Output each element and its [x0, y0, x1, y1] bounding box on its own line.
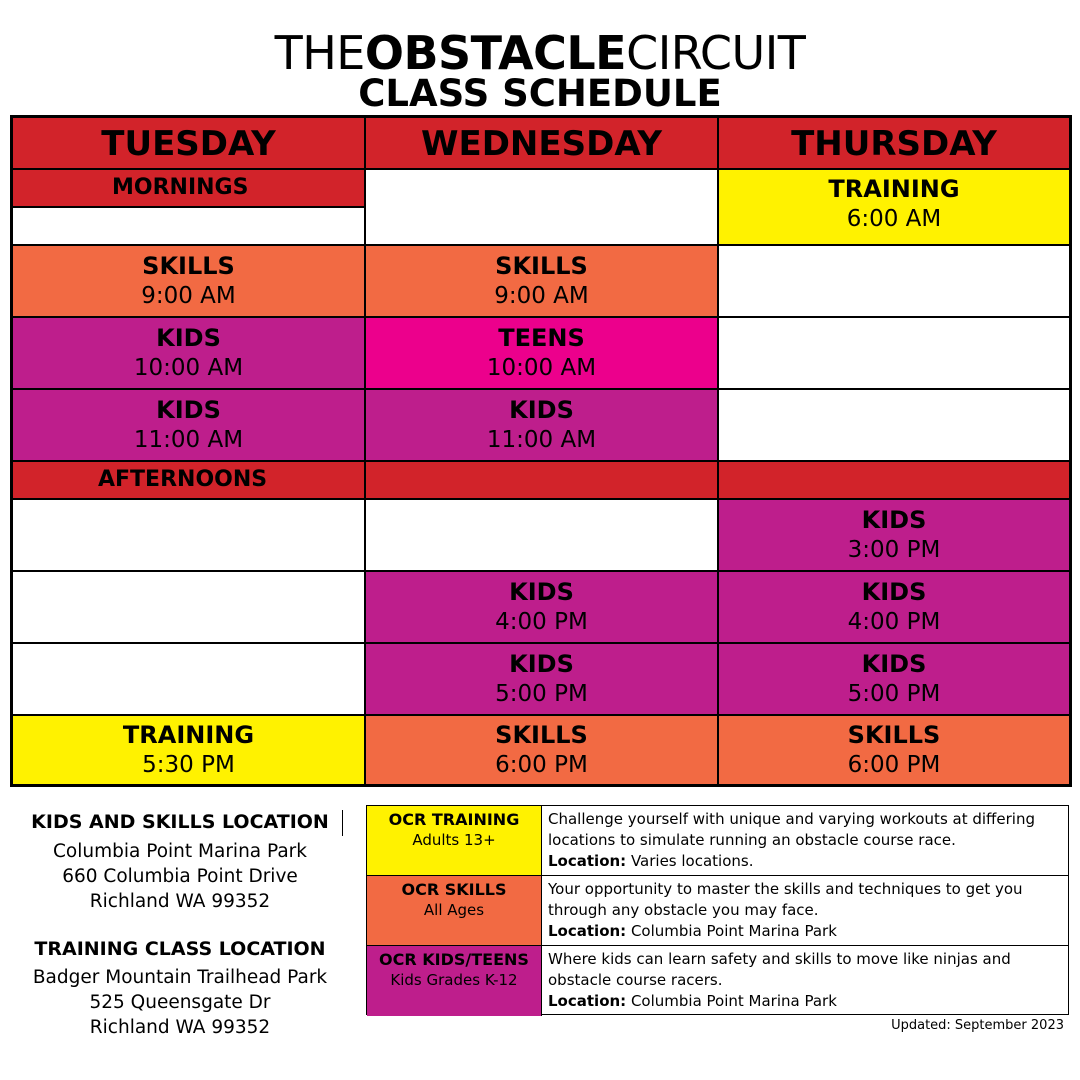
title-circuit: CIRCUIT [626, 26, 806, 80]
class-block [718, 499, 1070, 571]
class-name: KIDS [509, 396, 574, 424]
class-block [365, 245, 718, 317]
class-name: KIDS [156, 324, 221, 352]
location-heading: TRAINING CLASS LOCATION [34, 938, 326, 960]
class-time: 11:00 AM [486, 427, 597, 453]
class-name: SKILLS [495, 721, 588, 749]
class-time: 9:00 AM [141, 283, 236, 309]
class-block [718, 643, 1070, 715]
empty-slot [12, 571, 365, 643]
class-name: KIDS [509, 578, 574, 606]
legend-row-skills [367, 876, 1068, 946]
legend-audience: Adults 13+ [412, 831, 496, 849]
empty-slot [12, 643, 365, 715]
location-line: Columbia Point Marina Park [52, 841, 307, 862]
day-header-thursday: THURSDAY [718, 117, 1070, 169]
day-header-wednesday: WEDNESDAY [365, 117, 718, 169]
class-time: 5:00 PM [495, 681, 588, 707]
legend-location: Columbia Point Marina Park [626, 992, 837, 1010]
class-time: 11:00 AM [133, 427, 244, 453]
class-block [718, 571, 1070, 643]
class-time: 3:00 PM [847, 537, 941, 563]
class-block [365, 389, 718, 461]
legend-label [367, 876, 542, 945]
legend-description-text: Your opportunity to master the skills and techniques to get you through any obstacle you may face. [548, 880, 1023, 919]
location-line: 660 Columbia Point Drive [62, 866, 298, 887]
legend-description [548, 879, 1062, 942]
section-band [365, 461, 718, 499]
class-block [12, 317, 365, 389]
page-title [0, 28, 1080, 78]
class-time: 10:00 AM [133, 355, 244, 381]
legend-location: Varies locations. [626, 852, 754, 870]
legend-name: OCR KIDS/TEENS [379, 950, 529, 969]
class-name: KIDS [509, 650, 574, 678]
day-header-tuesday: TUESDAY [12, 117, 365, 169]
legend-row-training [367, 806, 1068, 876]
legend-label [367, 946, 542, 1016]
class-block [718, 715, 1070, 785]
training-location [10, 937, 350, 1040]
section-afternoons: AFTERNOONS [12, 461, 365, 499]
title-the: THE [274, 26, 365, 80]
location-heading: KIDS AND SKILLS LOCATION [31, 811, 329, 833]
class-time: 9:00 AM [494, 283, 589, 309]
class-time: 6:00 PM [495, 752, 588, 778]
class-time: 5:00 PM [847, 681, 941, 707]
class-time: 6:00 AM [846, 206, 942, 232]
location-line: Badger Mountain Trailhead Park [32, 967, 328, 988]
legend-label [367, 806, 542, 875]
location-line: 525 Queensgate Dr [89, 992, 271, 1013]
empty-slot [12, 499, 365, 571]
location-line: Richland WA 99352 [89, 1017, 271, 1038]
class-time: 6:00 PM [847, 752, 941, 778]
class-legend [366, 805, 1069, 1015]
class-name: KIDS [861, 650, 927, 678]
class-block [12, 245, 365, 317]
schedule-grid [10, 115, 1072, 787]
kids-skills-location [10, 810, 350, 914]
class-block [12, 389, 365, 461]
class-name: KIDS [156, 396, 221, 424]
legend-description [548, 949, 1062, 1012]
class-name: TRAINING [828, 175, 960, 203]
class-block [365, 643, 718, 715]
legend-name: OCR TRAINING [388, 810, 520, 829]
empty-slot [718, 389, 1070, 461]
legend-description-text: Challenge yourself with unique and varying workouts at differing locations to simulate running an obstacle course race. [548, 810, 1035, 849]
legend-description [548, 809, 1062, 872]
empty-slot [365, 499, 718, 571]
class-name: TRAINING [122, 721, 255, 749]
class-name: SKILLS [847, 721, 941, 749]
class-name: SKILLS [142, 252, 235, 280]
legend-location: Columbia Point Marina Park [626, 922, 837, 940]
legend-description-text: Where kids can learn safety and skills to move like ninjas and obstacle course racers. [548, 950, 1011, 989]
legend-name: OCR SKILLS [401, 880, 507, 899]
location-line: Richland WA 99352 [89, 891, 271, 912]
class-time: 5:30 PM [142, 752, 235, 778]
legend-location-label: Location: [548, 992, 627, 1010]
legend-audience: All Ages [423, 901, 485, 919]
legend-location-label: Location: [548, 852, 627, 870]
class-name: KIDS [861, 578, 927, 606]
page-subtitle: CLASS SCHEDULE [358, 72, 722, 115]
legend-row-kids-teens [367, 946, 1068, 1016]
class-block [12, 715, 365, 785]
class-name: KIDS [861, 506, 927, 534]
divider [342, 810, 343, 836]
updated-date: Updated: September 2023 [891, 1018, 1064, 1033]
class-time: 10:00 AM [486, 355, 597, 381]
empty-slot [718, 245, 1070, 317]
section-band [718, 461, 1070, 499]
class-block [365, 571, 718, 643]
legend-location-label: Location: [548, 922, 627, 940]
class-time: 4:00 PM [495, 609, 588, 635]
legend-audience: Kids Grades K-12 [390, 971, 518, 989]
section-mornings: MORNINGS [12, 169, 365, 207]
empty-slot [718, 317, 1070, 389]
class-block [718, 169, 1070, 245]
empty-slot [12, 207, 365, 245]
class-name: SKILLS [495, 252, 588, 280]
empty-slot [365, 169, 718, 245]
class-time: 4:00 PM [847, 609, 941, 635]
class-block [365, 715, 718, 785]
title-obstacle: OBSTACLE [364, 26, 627, 80]
class-block [365, 317, 718, 389]
class-name: TEENS [498, 324, 585, 352]
